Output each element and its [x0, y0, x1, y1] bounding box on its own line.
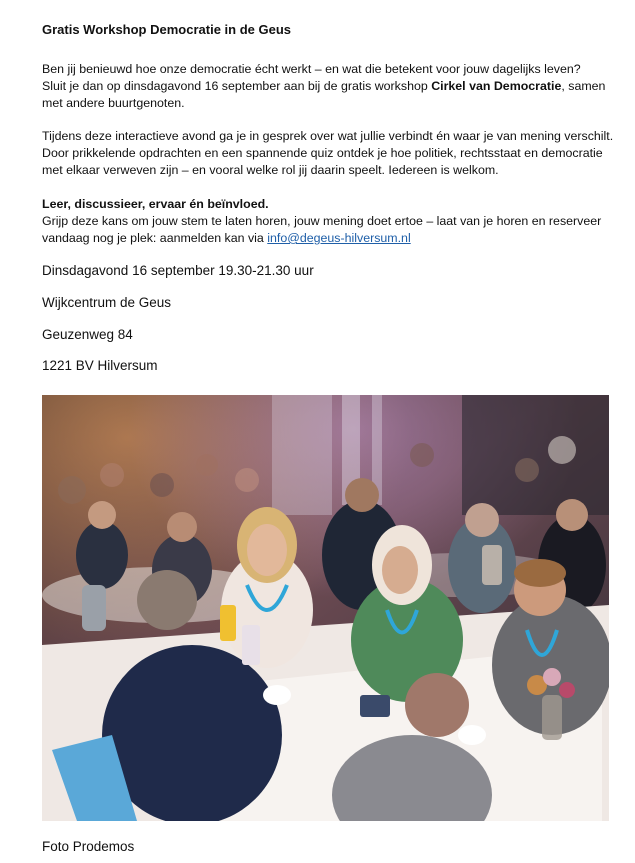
- cta-heading: Leer, discussieer, ervaar én beïnvloed.: [42, 197, 269, 211]
- intro-line-1: Ben jij benieuwd hoe onze democratie écht werkt – en wat die betekent voor jouw dagelijks leven?: [42, 62, 581, 76]
- event-photo-illustration: [42, 395, 609, 821]
- event-city: 1221 BV Hilversum: [42, 358, 158, 373]
- event-photo: [42, 395, 609, 821]
- event-street: Geuzenweg 84: [42, 327, 133, 342]
- event-venue: Wijkcentrum de Geus: [42, 295, 172, 310]
- photo-caption: Foto Prodemos: [42, 839, 135, 854]
- description-paragraph: Tijdens deze interactieve avond ga je in gesprek over wat jullie verbindt én waar je van mening verschilt. Door prikkelende opdrachten en een spannende quiz ontdek je hoe politiek, rechtsstaat en democratie met elkaar verweven zijn – en vooral welke rol jij daarin speelt. Iedereen is welkom.: [42, 129, 614, 177]
- intro-line-2-start: Sluit je dan op dinsdagavond 16 september aan bij de gratis workshop: [42, 79, 432, 93]
- page-title: Gratis Workshop Democratie in de Geus: [42, 22, 291, 37]
- workshop-name: Cirkel van Democratie: [431, 79, 562, 93]
- cta-text: Grijp deze kans om jouw stem te laten horen, jouw mening doet ertoe – laat van je horen en reserveer vandaag nog je plek: aanmelden kan via: [42, 214, 602, 245]
- intro-paragraph: [42, 61, 617, 112]
- intro-line-2-end: , samen met andere buurtgenoten.: [42, 79, 606, 110]
- email-link[interactable]: info@degeus-hilversum.nl: [267, 231, 411, 245]
- cta-paragraph: [42, 196, 617, 247]
- event-datetime: Dinsdagavond 16 september 19.30-21.30 uur: [42, 263, 314, 278]
